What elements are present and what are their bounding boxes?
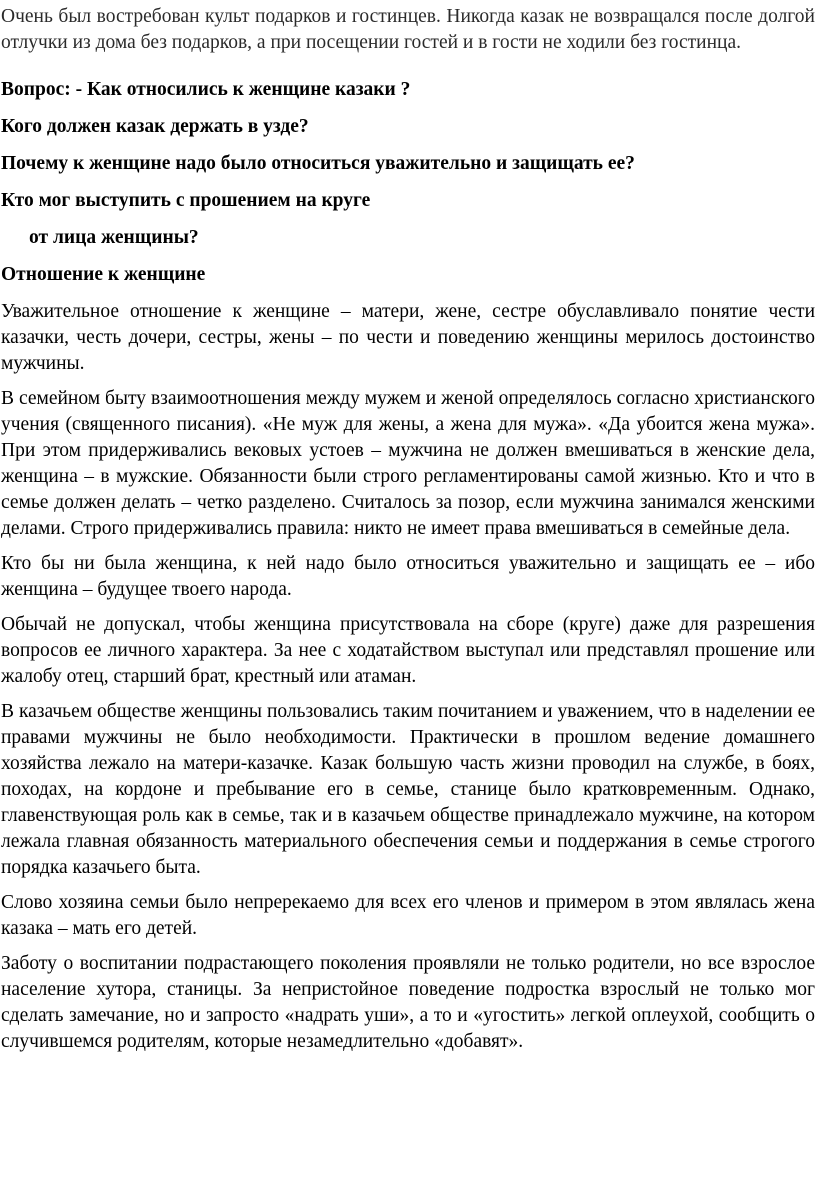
body-paragraph: В казачьем обществе женщины пользовались таким почитанием и уважением, что в наделении ее правами мужчины не было необходимости. Практически в прошлом ведение домашнего хозяйства лежало на матери-казачке. Казак большую часть жизни проводил на службе, в боях, походах, на кордоне и пребывание его в семье, станице было кратковременным. Однако, главенствующая роль как в семье, так и в казачьем обществе принадлежало мужчине, на котором лежала главная обязанность материального обеспечения семьи и поддержания в семье строгого порядка казачьего быта. <box>1 701 815 878</box>
body-paragraph: Обычай не допускал, чтобы женщина присутствовала на сборе (круге) даже для разрешения вопросов ее личного характера. За нее с ходатайством выступал или представлял прошение или жалобу отец, старший брат, крестный или атаман. <box>1 614 815 687</box>
body-paragraph: Заботу о воспитании подрастающего поколения проявляли не только родители, но все взрослое население хутора, станицы. За непристойное поведение подростка взрослый не только мог сделать замечание, но и запросто «надрать уши», а то и «угостить» легкой оплеухой, сообщить о случившемся родителям, которые незамедлительно «добавят». <box>1 953 815 1052</box>
body-paragraph: Уважительное отношение к женщине – матери, жене, сестре обуславливало понятие чести казачки, честь дочери, сестры, жены – по чести и поведению женщины мерилось достоинство мужчины. <box>1 301 815 374</box>
question-1: Вопрос: - Как относились к женщине казаки ? <box>1 79 411 100</box>
body-paragraph: Слово хозяина семьи было непререкаемо для всех его членов и примером в этом являлась жена казака – мать его детей. <box>1 892 815 939</box>
question-4-continuation: от лица женщины? <box>29 227 199 248</box>
question-3: Почему к женщине надо было относиться уважительно и защищать ее? <box>1 153 635 174</box>
question-2: Кого должен казак держать в узде? <box>1 116 309 137</box>
body-paragraph: В семейном быту взаимоотношения между мужем и женой определялось согласно христианского учения (священного писания). «Не муж для жены, а жена для мужа». «Да убоится жена мужа». При этом придерживались вековых устоев – мужчина не должен вмешиваться в женские дела, женщина – в мужские. Обязанности были строго регламентированы самой жизнью. Кто и что в семье должен делать – четко разделено. Считалось за позор, если мужчина занимался женскими делами. Строго придерживались правила: никто не имеет права вмешиваться в семейные дела. <box>1 388 815 539</box>
section-title: Отношение к женщине <box>1 264 206 285</box>
question-4: Кто мог выступить с прошением на круге <box>1 190 371 211</box>
body-paragraph: Кто бы ни была женщина, к ней надо было относиться уважительно и защищать ее – ибо женщина – будущее твоего народа. <box>1 553 815 600</box>
intro-paragraph: Очень был востребован культ подарков и гостинцев. Никогда казак не возвращался после долгой отлучки из дома без подарков, а при посещении гостей и в гости не ходили без гостинца. <box>1 6 815 53</box>
